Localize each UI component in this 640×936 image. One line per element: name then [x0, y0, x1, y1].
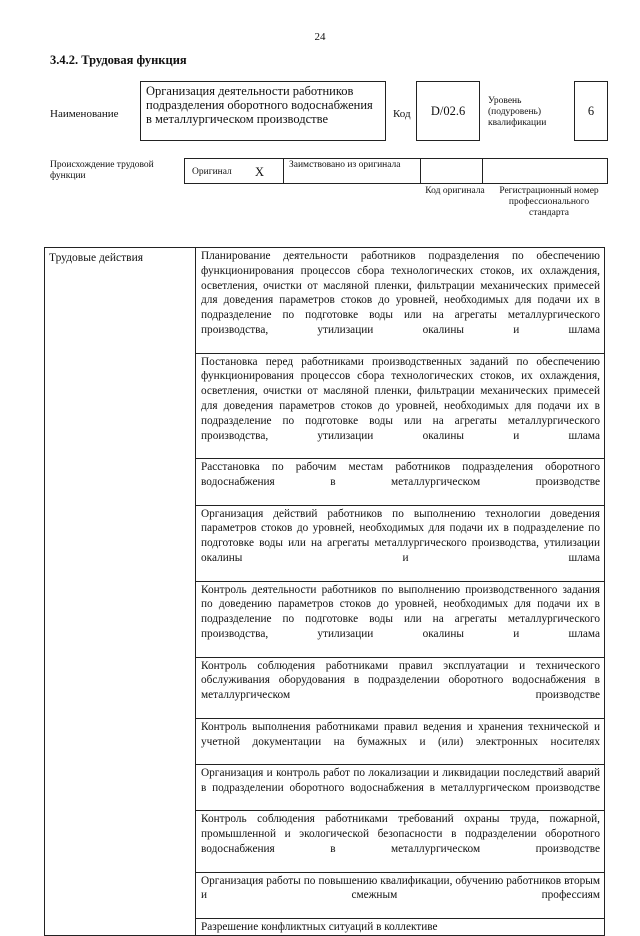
origin-table [184, 158, 608, 184]
code-box [416, 81, 480, 141]
labor-action-item: Организация работы по повышению квалификации, обучению работников вторым и смежным профессиям [196, 872, 604, 918]
level-label: Уровень (подуровень) квалификации [488, 96, 547, 128]
borrowed-label: Заимствовано из оригинала [289, 160, 401, 170]
function-name-value: Организация деятельности работников подразделения оборотного водоснабжения в металлургическом производстве [146, 84, 373, 126]
labor-action-item: Разрешение конфликтных ситуаций в коллективе [196, 918, 604, 935]
reg-number-caption: Регистрационный номер профессионального стандарта [499, 186, 599, 218]
labor-action-item: Контроль соблюдения работниками правил эксплуатации и технического обслуживания оборудования в подразделении оборотного водоснабжения в металлургическом производстве [196, 657, 604, 718]
labor-action-item: Организация действий работников по выполнению технологии доведения параметров стоков до уровней, необходимых для подачи их в подразделение по подготовке воды или на агрегаты металлургического производства, утилизации окалины и шлама [196, 505, 604, 581]
section-title: 3.4.2. Трудовая функция [50, 53, 187, 67]
original-mark: X [255, 165, 265, 179]
labor-action-item: Расстановка по рабочим местам работников подразделения оборотного водоснабжения в металлургическом производстве [196, 458, 604, 504]
origin-divider-1 [283, 159, 284, 183]
function-name-box [140, 81, 386, 141]
page-number: 24 [314, 31, 326, 43]
labor-actions-list [196, 248, 605, 936]
labor-action-item: Планирование деятельности работников подразделения по обеспечению функционирования процессов сбора технологических стоков, их охлаждения, осветления, очистки от масляной пленки, фильтрации механических примесей для доведения параметров стоков до уровней, необходимых для подачи их в подразделение по подготовке воды или на агрегаты металлургического производства, утилизации окалины и шлама [201, 250, 600, 336]
original-label: Оригинал [192, 167, 232, 177]
code-value: D/02.6 [430, 104, 466, 118]
labor-action-item: Контроль деятельности работников по выполнению производственного задания по доведению параметров стоков до уровней, необходимых для подачи их в подразделение по подготовке воды или на агрегаты металлургического производства, утилизации окалины и шлама [196, 581, 604, 657]
labor-action-item: Организация и контроль работ по локализации и ликвидации последствий аварий в подразделении оборотного водоснабжения в металлургическом производстве [196, 764, 604, 810]
origin-divider-3 [482, 159, 483, 183]
code-original-caption: Код оригинала [425, 186, 485, 196]
labor-actions-label: Трудовые действия [49, 252, 144, 264]
code-label: Код [393, 108, 411, 120]
labor-actions-table [44, 247, 605, 936]
level-box [574, 81, 608, 141]
labor-actions-label-cell [45, 248, 196, 936]
labor-action-item: Контроль соблюдения работниками требований охраны труда, пожарной, промышленной и экологической безопасности в подразделении оборотного водоснабжения в металлургическом производстве [196, 810, 604, 871]
level-value: 6 [587, 104, 595, 118]
origin-divider-2 [420, 159, 421, 183]
name-label: Наименование [50, 108, 119, 120]
labor-action-item: Постановка перед работниками производственных заданий по обеспечению функционирования процессов сбора технологических стоков, их охлаждения, осветления, очистки от масляной пленки, фильтрации механических примесей для доведения параметров стоков до уровней, необходимых для подачи их в подразделение по подготовке воды или на агрегаты металлургического производства, утилизации окалины и шлама [196, 353, 604, 459]
origin-label: Происхождение трудовой функции [50, 160, 154, 181]
labor-action-item: Контроль выполнения работниками правил ведения и хранения технической и учетной документации на бумажных и (или) электронных носителях [196, 718, 604, 764]
